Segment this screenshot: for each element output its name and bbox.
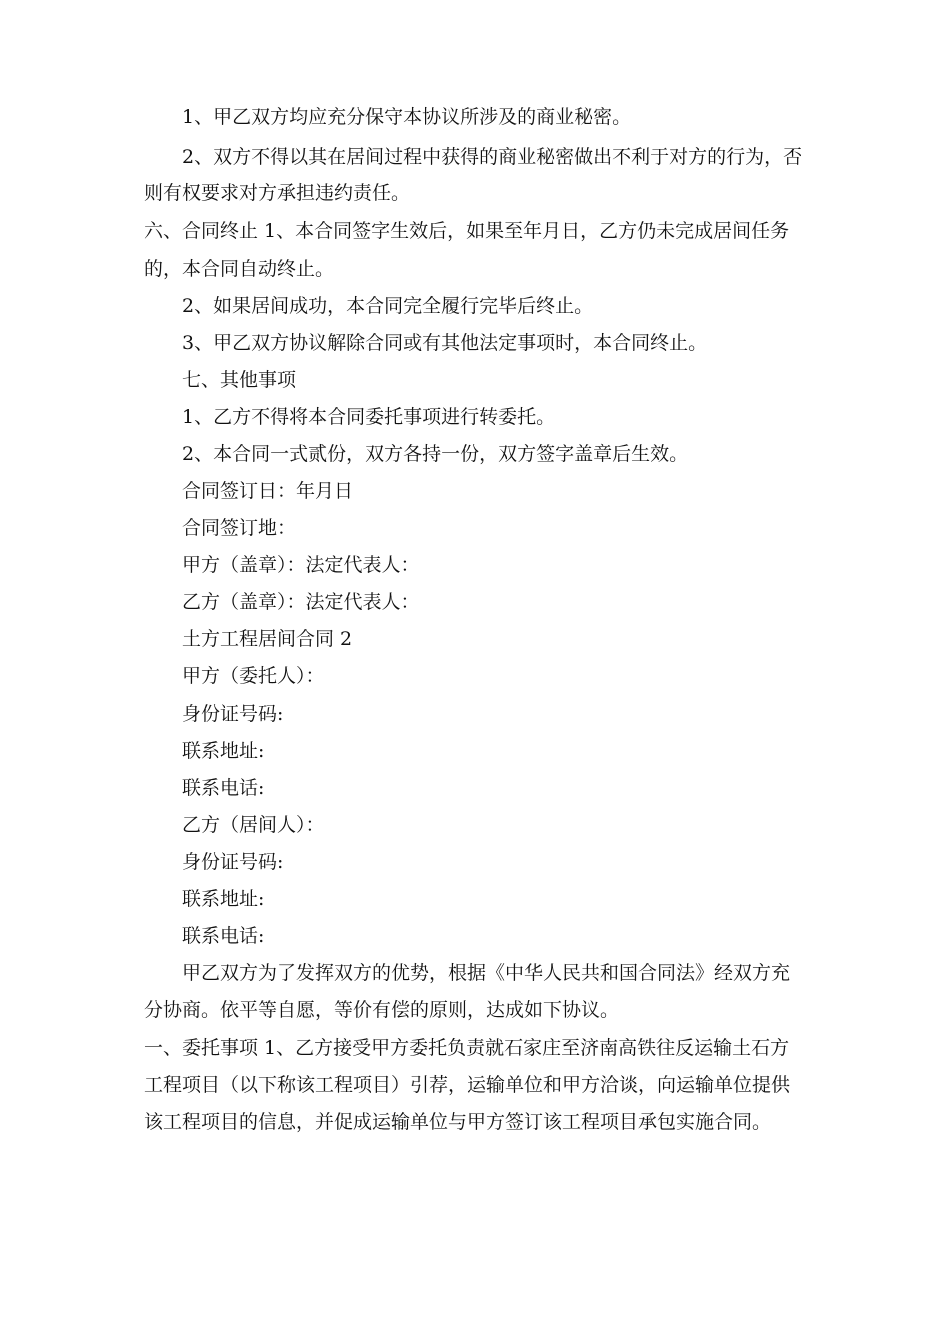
confidentiality-clause-2: 2、双方不得以其在居间过程中获得的商业秘密做出不利于对方的行为，否 bbox=[182, 146, 803, 168]
termination-clause-3: 3、甲乙双方协议解除合同或有其他法定事项时，本合同终止。 bbox=[182, 332, 708, 354]
party-b-phone: 联系电话: bbox=[182, 925, 265, 947]
party-b-label: 乙方（居间人）： bbox=[182, 814, 325, 836]
confidentiality-clause-2-cont: 则有权要求对方承担违约责任。 bbox=[144, 182, 411, 204]
other-matters-clause-1: 1、乙方不得将本合同委托事项进行转委托。 bbox=[182, 406, 556, 428]
preamble: 甲乙双方为了发挥双方的优势，根据《中华人民共和国合同法》经双方充 bbox=[182, 962, 791, 984]
other-matters-heading: 七、其他事项 bbox=[182, 369, 297, 391]
other-matters-clause-2: 2、本合同一式贰份，双方各持一份，双方签字盖章后生效。 bbox=[182, 443, 689, 465]
party-a-address: 联系地址: bbox=[182, 740, 265, 762]
party-a-phone: 联系电话: bbox=[182, 777, 265, 799]
signing-place: 合同签订地： bbox=[182, 517, 297, 539]
contract-2-title: 土方工程居间合同 2 bbox=[182, 628, 353, 650]
party-b-seal: 乙方（盖章）：法定代表人： bbox=[182, 591, 420, 613]
entrustment-clause-1-cont-2: 该工程项目的信息，并促成运输单位与甲方签订该工程项目承包实施合同。 bbox=[144, 1111, 772, 1133]
party-b-id-number: 身份证号码: bbox=[182, 851, 284, 873]
party-a-label: 甲方（委托人）： bbox=[182, 665, 325, 687]
termination-clause-2: 2、如果居间成功，本合同完全履行完毕后终止。 bbox=[182, 295, 594, 317]
party-a-seal: 甲方（盖章）：法定代表人： bbox=[182, 554, 420, 576]
party-b-address: 联系地址: bbox=[182, 888, 265, 910]
preamble-cont: 分协商。依平等自愿，等价有偿的原则，达成如下协议。 bbox=[144, 999, 620, 1021]
entrustment-heading-clause-1: 一、委托事项 1、乙方接受甲方委托负责就石家庄至济南高铁往反运输土石方 bbox=[144, 1037, 790, 1059]
termination-clause-1-cont: 的，本合同自动终止。 bbox=[144, 258, 335, 280]
party-a-id-number: 身份证号码: bbox=[182, 703, 284, 725]
entrustment-clause-1-cont: 工程项目（以下称该工程项目）引荐，运输单位和甲方洽谈，向运输单位提供 bbox=[144, 1074, 791, 1096]
confidentiality-clause-1: 1、甲乙双方均应充分保守本协议所涉及的商业秘密。 bbox=[182, 106, 632, 128]
termination-heading-clause-1: 六、合同终止 1、本合同签字生效后，如果至年月日，乙方仍未完成居间任务 bbox=[144, 220, 790, 242]
signing-date: 合同签订日：年月日 bbox=[182, 480, 354, 502]
